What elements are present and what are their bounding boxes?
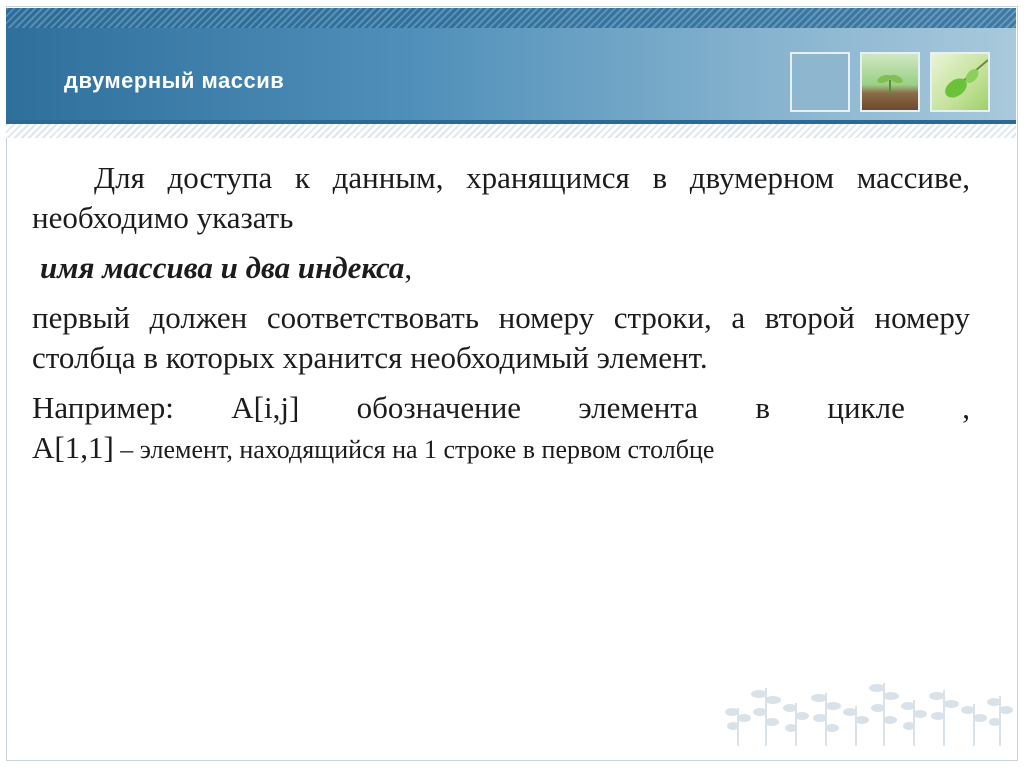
- p4-word: Например:: [32, 390, 174, 425]
- header-stripe: [6, 8, 1016, 28]
- p4-word: цикле: [827, 390, 905, 425]
- emphasis-tail: ,: [404, 250, 413, 285]
- p4-word: элемента: [578, 390, 699, 425]
- plants-decoration-icon: [724, 668, 1014, 748]
- p4-word: ,: [962, 390, 970, 425]
- leaf-photo-icon: [930, 52, 990, 112]
- paragraph-4-line-2: [32, 428, 970, 470]
- paragraph-3: первый должен соответствовать номеру строки, а второй номеру столбца в которых хранится необходимый элемент.: [32, 300, 970, 375]
- slide-header: [6, 8, 1016, 120]
- sprout-photo-icon: [860, 52, 920, 112]
- paragraph-4-line-1: [32, 388, 970, 428]
- slide-content: [32, 158, 970, 480]
- emphasis-text: имя массива и два индекса: [40, 250, 405, 285]
- header-shadow: [6, 124, 1016, 138]
- paragraph-2: [32, 248, 970, 288]
- blank-thumbnail: [790, 52, 850, 112]
- p4-word: A[i,j]: [231, 390, 300, 425]
- p4-word: обозначение: [356, 390, 522, 425]
- p4-word: в: [755, 390, 771, 425]
- p4-description: – элемент, находящийся на 1 строке в первом столбце: [113, 435, 715, 464]
- slide-title: двумерный массив: [64, 68, 285, 93]
- p4-index-example: A[1,1]: [32, 430, 114, 465]
- paragraph-1: Для доступа к данным, хранящимся в двумерном массиве, необходимо указать: [32, 160, 970, 235]
